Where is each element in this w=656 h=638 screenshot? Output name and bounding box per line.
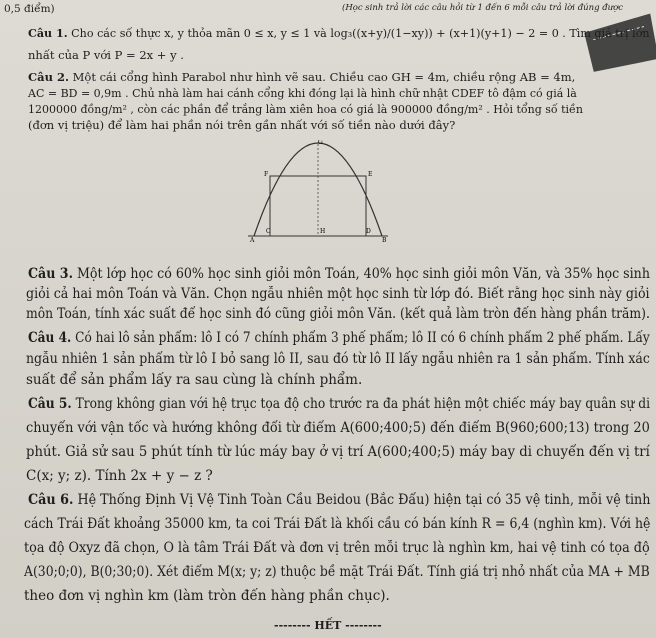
question-2-line-1: Một cái cổng hình Parabol như hình vẽ sau. Chiều cao GH = 4m, chiều rộng AB = 4m, [72,70,576,84]
question-6-label: Câu 6. [28,492,74,508]
question-5-line-1: Trong không gian với hệ trục tọa độ cho trước ra đa phát hiện một chiếc máy bay quân sự di [75,396,651,412]
question-5 [28,398,650,412]
question-1-label: Câu 1. [28,26,68,40]
end-mark: -------- HẾT -------- [274,619,382,632]
question-1 [28,28,650,40]
question-2-line-2: AC = BD = 0,9m . Chủ nhà làm hai cánh cổng khi đóng lại là hình chữ nhật CDEF tô đậm có giá là [28,87,577,100]
question-4-line-3: suất để sản phẩm lấy ra sau cùng là chính phẩm. [26,372,363,388]
question-4-line-2: ngẫu nhiên 1 sản phẩm từ lô I bỏ sang lô II, sau đó từ lô II lấy ngẫu nhiên ra 1 sản phẩm. Tính xác [26,351,650,367]
question-2-line-3: 1200000 đồng/m² , còn các phần để trắng làm xiên hoa có giá là 900000 đồng/m² . Hỏi tổng số tiền [28,103,583,116]
question-4-line-1: Có hai lô sản phẩm: lô I có 7 chính phẩm 3 phế phẩm; lô II có 6 chính phẩm 2 phế phẩm. Lấy [75,330,650,346]
question-6-line-4: A(30;0;0), B(0;30;0). Xét điểm M(x; y; z) thuộc bề mặt Trái Đất. Tính giá trị nhỏ nhất của MA + MB [24,564,650,580]
question-1-line-1: Cho các số thực x, y thỏa mãn 0 ≤ x, y ≤ 1 và log₃((x+y)/(1−xy)) + (x+1)(y+1) − 2 = 0 . Tìm giá trị lớn [71,26,650,40]
question-6-line-2: cách Trái Đất khoảng 35000 km, ta coi Trái Đất là khối cầu có bán kính R = 6,4 (nghìn km). Với hệ [24,516,651,532]
label-g: G [318,140,323,146]
question-2 [28,72,575,84]
question-2-label: Câu 2. [28,70,69,84]
question-4-label: Câu 4. [28,330,72,346]
question-1-line-2: nhất của P với P = 2x + y . [28,48,184,62]
question-5-line-2: chuyển với vận tốc và hướng không đổi từ điểm A(600;400;5) đến điểm B(960;600;13) trong 20 [26,420,650,436]
question-3 [28,268,650,282]
parabola-gate-figure [238,140,398,242]
section-instruction: (Học sinh trả lời các câu hỏi từ 1 đến 6 mỗi câu trả lời đúng được [342,3,624,13]
label-h: H [320,228,326,235]
question-5-line-4: C(x; y; z). Tính 2x + y − z ? [26,468,213,484]
question-6 [28,494,650,508]
question-3-line-3: môn Toán, tính xác suất để học sinh đó cũng giỏi môn Văn. (kết quả làm tròn đến hàng phần trăm). [26,306,650,322]
label-b: B [382,237,387,242]
label-e: E [368,171,373,178]
question-5-label: Câu 5. [28,396,72,412]
question-3-label: Câu 3. [28,266,73,282]
question-6-line-1: Hệ Thống Định Vị Vệ Tinh Toàn Cầu Beidou (Bắc Đẩu) hiện tại có 35 vệ tinh, mỗi vệ tinh [77,492,651,508]
question-3-line-2: giỏi cả hai môn Toán và Văn. Chọn ngẫu nhiên một học sinh từ lớp đó. Biết rằng học sinh này giỏi [26,286,650,302]
label-c: C [266,228,271,235]
question-5-line-3: phút. Giả sử sau 5 phút tính từ lúc máy bay ở vị trí A(600;400;5) máy bay di chuyển đến vị trí [26,444,650,460]
label-d: D [366,228,371,235]
question-2-line-4: (đơn vị triệu) để làm hai phần nói trên gần nhất với số tiền nào dưới đây? [28,118,456,132]
question-6-line-5: theo đơn vị nghìn km (làm tròn đến hàng phần chục). [24,588,390,604]
question-6-line-3: tọa độ Oxyz đã chọn, O là tâm Trái Đất và đơn vị trên mỗi trục là nghìn km, hai vệ tinh có tọa độ [24,540,650,556]
question-3-line-1: Một lớp học có 60% học sinh giỏi môn Toán, 40% học sinh giỏi môn Văn, và 35% học sinh [76,266,650,282]
label-a: A [250,237,255,242]
label-f: F [264,171,269,178]
points-note: 0,5 điểm) [4,3,55,15]
question-4 [28,332,650,346]
stamp-icon [581,13,656,73]
